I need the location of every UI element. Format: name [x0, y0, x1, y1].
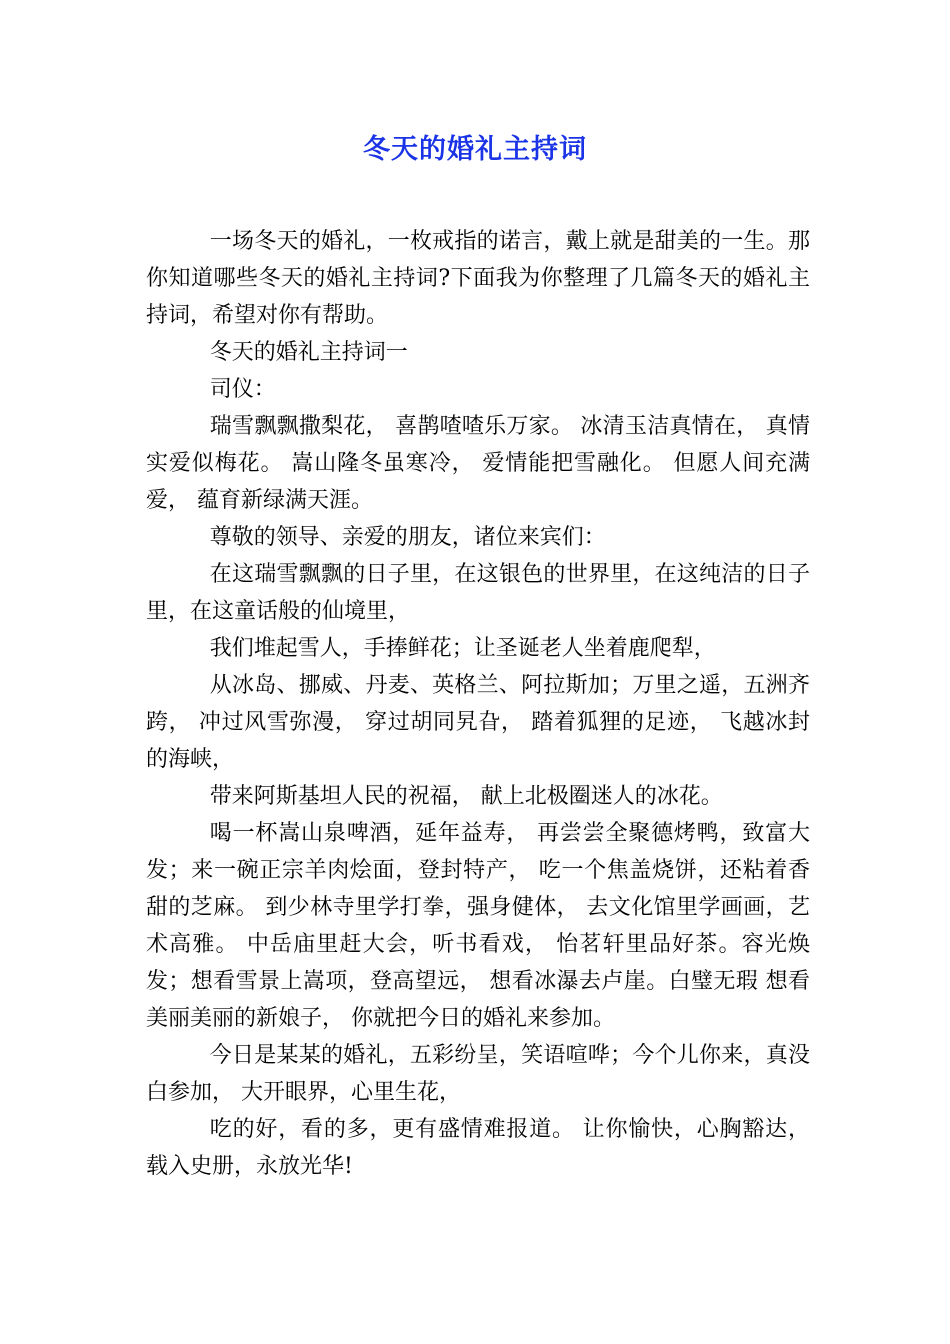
poem-paragraph: 瑞雪飘飘撒梨花， 喜鹊喳喳乐万家。 冰清玉洁真情在， 真情实爱似梅花。 嵩山隆冬虽寒冷， 爱情能把雪融化。 但愿人间充满爱， 蕴育新绿满天涯。: [146, 414, 810, 513]
section-heading: 冬天的婚礼主持词一: [209, 340, 408, 365]
body-paragraph: 从冰岛、挪威、丹麦、英格兰、阿拉斯加；万里之遥，五洲齐跨， 冲过风雪弥漫， 穿过胡同旯旮， 踏着狐狸的足迹， 飞越冰封的海峡，: [146, 673, 810, 772]
body-paragraph: 今日是某某的婚礼，五彩纷呈，笑语喧哗；今个儿你来，真没白参加， 大开眼界，心里生花，: [146, 1043, 810, 1105]
speaker-label: 司仪：: [209, 377, 276, 402]
document-title: 冬天的婚礼主持词: [363, 134, 587, 165]
intro-paragraph: 一场冬天的婚礼，一枚戒指的诺言，戴上就是甜美的一生。那你知道哪些冬天的婚礼主持词?下面我为你整理了几篇冬天的婚礼主持词，希望对你有帮助。: [146, 229, 810, 328]
body-paragraph: 在这瑞雪飘飘的日子里，在这银色的世界里，在这纯洁的日子里，在这童话般的仙境里，: [146, 562, 810, 624]
greeting-paragraph: 尊敬的领导、亲爱的朋友，诸位来宾们：: [209, 525, 606, 550]
body-paragraph: 带来阿斯基坦人民的祝福， 献上北极圈迷人的冰花。: [209, 784, 723, 809]
body-paragraph: 吃的好，看的多，更有盛情难报道。 让你愉快，心胸豁达， 载入史册，永放光华!: [146, 1117, 810, 1179]
body-paragraph: 喝一杯嵩山泉啤酒，延年益寿， 再尝尝全聚德烤鸭，致富大发；来一碗正宗羊肉烩面，登封特产， 吃一个焦盖烧饼，还粘着香甜的芝麻。 到少林寺里学打拳，强身健体， 去文化馆里学画画，艺术高雅。 中岳庙里赶大会，听书看戏， 怡茗轩里品好茶。容光焕发；想看雪景上嵩项，登高望远， 想看冰瀑去卢崖。白璧无瑕 想看美丽美丽的新娘子， 你就把今日的婚礼来参加。: [146, 821, 810, 1031]
document-body: [146, 223, 810, 1185]
body-paragraph: 我们堆起雪人，手捧鲜花；让圣诞老人坐着鹿爬犁，: [209, 636, 716, 661]
